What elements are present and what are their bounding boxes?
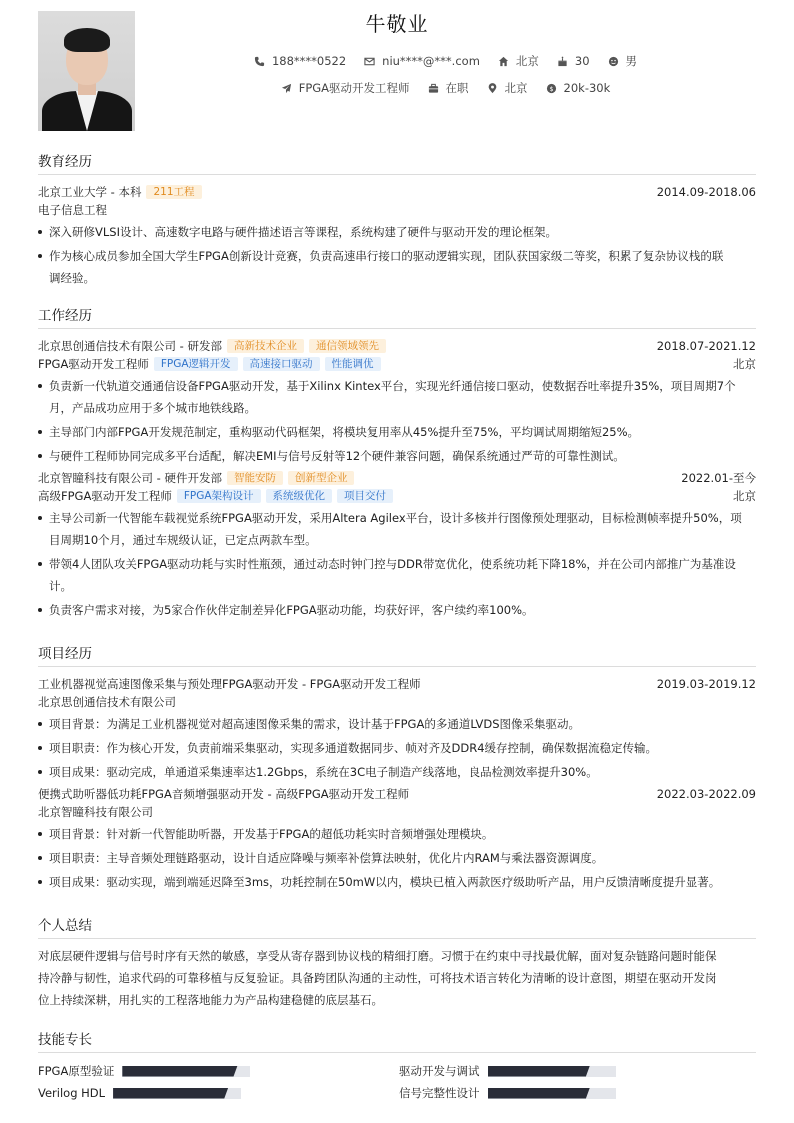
- status-text: 在职: [445, 81, 469, 95]
- job-position: FPGA驱动开发工程师: [38, 357, 149, 371]
- skill-item: [38, 1085, 241, 1101]
- list-item: 项目成果：驱动实现，端到端延迟降至3ms，功耗控制在50mW以内，模块已植入两款医疗级助听产品，用户反馈清晰度提升显著。: [38, 871, 756, 893]
- project-company: 北京思创通信技术有限公司: [38, 695, 176, 709]
- skill-name: Verilog HDL: [38, 1086, 106, 1100]
- job-city: 北京: [733, 489, 756, 503]
- skill-item: [399, 1085, 616, 1101]
- svg-text:$: $: [548, 84, 554, 93]
- project-name: 便携式助听器低功耗FPGA音频增强驱动开发 - 高级FPGA驱动开发工程师: [38, 787, 410, 801]
- job-city: 北京: [733, 357, 756, 371]
- skill-name: 信号完整性设计: [399, 1086, 480, 1100]
- list-item: 项目职责：主导音频处理链路驱动，设计自适应降噪与频率补偿算法映射，优化片内RAM与乘法器资源调度。: [38, 847, 756, 869]
- education-section: [38, 150, 756, 289]
- mail-icon: [364, 56, 375, 67]
- skill-bar: [122, 1066, 250, 1077]
- company-name: 北京思创通信技术有限公司 - 研发部: [38, 339, 222, 353]
- skills-section: [38, 1028, 756, 1103]
- phone-text: 188****0522: [271, 54, 347, 68]
- list-item: 负责新一代轨道交通通信设备FPGA驱动开发，基于Xilinx Kintex平台，实现光纤通信接口驱动，使数据吞吐率提升35%，项目周期7个 月，产品成功应用于多个城市地铁线路。: [38, 375, 756, 419]
- list-item: 项目背景：为满足工业机器视觉对超高速图像采集的需求，设计基于FPGA的多通道LVDS图像采集驱动。: [38, 713, 756, 735]
- list-item: 项目成果：驱动完成，单通道采集速率达1.2Gbps，系统在3C电子制造产线落地，良品检测效率提升30%。: [38, 761, 756, 783]
- list-item: 项目职责：作为核心开发，负责前端采集驱动，实现多通道数据同步、帧对齐及DDR4缓存控制，确保数据流稳定传输。: [38, 737, 756, 759]
- position-tag: FPGA逻辑开发: [154, 357, 238, 371]
- list-item: 与硬件工程师协同完成多平台适配，解决EMI与信号反射等12个硬件兼容问题，确保系统通过严苛的可靠性测试。: [38, 445, 756, 467]
- gender-text: 男: [625, 54, 638, 68]
- contact-row: [135, 53, 756, 69]
- list-item: 主导部门内部FPGA开发规范制定，重构驱动代码框架，将模块复用率从45%提升至75%，平均调试周期缩短25%。: [38, 421, 756, 443]
- send-icon: [281, 83, 292, 94]
- briefcase-icon: [428, 83, 439, 94]
- list-item: 深入研修VLSI设计、高速数字电路与硬件描述语言等课程，系统构建了硬件与驱动开发的理论框架。: [38, 221, 756, 243]
- section-title: 项目经历: [38, 646, 92, 662]
- skill-name: FPGA原型验证: [38, 1064, 115, 1078]
- position-tag: 项目交付: [337, 489, 393, 503]
- major: 电子信息工程: [38, 203, 107, 217]
- section-title: 个人总结: [38, 918, 92, 934]
- list-item: 负责客户需求对接，为5家合作伙伴定制差异化FPGA驱动功能，均获好评，客户续约率100%。: [38, 599, 756, 621]
- skill-name: 驱动开发与调试: [399, 1064, 480, 1078]
- section-title: 工作经历: [38, 308, 92, 324]
- cake-icon: [557, 56, 568, 67]
- intent-row: [135, 80, 756, 96]
- summary-text: 对底层硬件逻辑与信号时序有天然的敏感，享受从寄存器到协议栈的精细打磨。习惯于在约束中寻找最优解，面对复杂链路问题时能保 持冷静与韧性，追求代码的可靠移植与反复验证。具备跨团队沟通的主动性，可将技术语言转化为清晰的设计意图，期望在驱动开发岗 位上持续深耕，用扎实的工程落地能力为产品构建稳健的底层基石。: [38, 949, 717, 1007]
- skill-item: [38, 1063, 250, 1079]
- list-item: 主导公司新一代智能车载视觉系统FPGA驱动开发，采用Altera Agilex平台，设计多核并行图像预处理驱动，目标检测帧率提升50%，项 目周期10个月，通过车规级认证，已定点两款车型。: [38, 507, 756, 551]
- company-tag: 创新型企业: [288, 471, 355, 485]
- section-title: 教育经历: [38, 154, 92, 170]
- job-period: 2018.07-2021.12: [656, 339, 756, 353]
- project-period: 2022.03-2022.09: [656, 787, 756, 801]
- email-text: niu****@***.com: [382, 54, 480, 68]
- gender-icon: [608, 56, 619, 67]
- location-icon: [487, 83, 498, 94]
- skill-bar: [488, 1088, 616, 1099]
- school-tag: 211工程: [146, 185, 201, 199]
- candidate-name: 牛敬业: [365, 12, 429, 36]
- projects-section: [38, 642, 756, 893]
- school-name: 北京工业大学 - 本科: [38, 185, 142, 199]
- company-tag: 智能安防: [227, 471, 283, 485]
- list-item: 作为核心成员参加全国大学生FPGA创新设计竞赛，负责高速串行接口的驱动逻辑实现，团队获国家级二等奖，积累了复杂协议栈的联 调经验。: [38, 245, 756, 289]
- money-icon: [546, 83, 557, 94]
- project-period: 2019.03-2019.12: [656, 677, 756, 691]
- skill-item: [399, 1063, 616, 1079]
- target-job-text: FPGA驱动开发工程师: [298, 81, 410, 95]
- position-tag: 高速接口驱动: [243, 357, 320, 371]
- position-tag: 性能调优: [325, 357, 381, 371]
- project-name: 工业机器视觉高速图像采集与预处理FPGA驱动开发 - FPGA驱动开发工程师: [38, 677, 421, 691]
- work-section: [38, 304, 756, 621]
- education-period: 2014.09-2018.06: [656, 185, 756, 199]
- list-item: 带领4人团队攻关FPGA驱动功耗与实时性瓶颈，通过动态时钟门控与DDR带宽优化，使系统功耗下降18%，并在公司内部推广为基准设 计。: [38, 553, 756, 597]
- summary-section: [38, 914, 756, 1011]
- target-city-text: 北京: [504, 81, 528, 95]
- home-icon: [498, 56, 509, 67]
- position-tag: FPGA架构设计: [177, 489, 261, 503]
- section-title: 技能专长: [38, 1032, 92, 1048]
- list-item: 项目背景：针对新一代智能助听器，开发基于FPGA的超低功耗实时音频增强处理模块。: [38, 823, 756, 845]
- skill-bar: [488, 1066, 616, 1077]
- salary-text: 20k-30k: [563, 81, 611, 95]
- job-period: 2022.01-至今: [681, 471, 756, 485]
- city-text: 北京: [515, 54, 539, 68]
- project-company: 北京智瞳科技有限公司: [38, 805, 153, 819]
- skill-bar: [113, 1088, 241, 1099]
- job-position: 高级FPGA驱动开发工程师: [38, 489, 172, 503]
- company-name: 北京智瞳科技有限公司 - 硬件开发部: [38, 471, 222, 485]
- resume-page: [38, 0, 756, 1123]
- phone-icon: [254, 56, 265, 67]
- company-tag: 高新技术企业: [227, 339, 304, 353]
- position-tag: 系统级优化: [266, 489, 333, 503]
- age-text: 30: [574, 54, 590, 68]
- company-tag: 通信领域领先: [309, 339, 386, 353]
